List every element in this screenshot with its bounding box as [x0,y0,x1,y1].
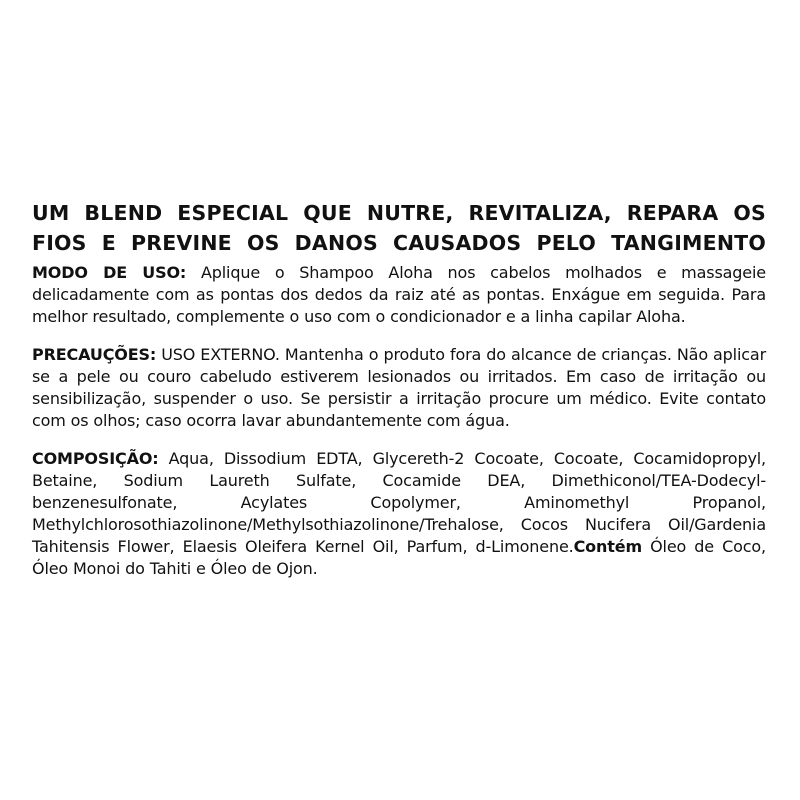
composition-paragraph [32,448,766,580]
headline [32,198,766,258]
usage-paragraph [32,262,766,328]
usage-text: Aplique o Shampoo Aloha nos cabelos molhados e massageie delicadamente com as pontas dos dedos da raiz até as pontas. Enxágue em seguida. Para melhor resultado, complemente o uso com o condicionador e a linha capilar Aloha. [32,263,766,326]
contains-label: Contém [573,537,642,556]
composition-text: Aqua, Dissodium EDTA, Glycereth-2 Cocoate, Cocoate, Cocamidopropyl, Betaine, Sodium Laureth Sulfate, Cocamide DEA, Dimethiconol/TEA-Dodecyl-benzenesulfonate, Acylates Copolymer, Aminomethyl Propanol, Methylchlorosothiazolinone/Methylsothiazolinone/Trehalose, Cocos Nucifera Oil/Gardenia Tahitensis Flower, Elaesis Oleifera Kernel Oil, Parfum, d-Limonene. [32,449,766,556]
contains-text: Óleo de Coco, Óleo Monoi do Tahiti e Óleo de Ojon. [32,537,766,578]
precautions-paragraph [32,344,766,432]
usage-label: MODO DE USO: [32,263,187,282]
label-text-block [32,198,766,596]
composition-label: COMPOSIÇÃO: [32,449,159,468]
precautions-label: PRECAUÇÕES: [32,345,157,364]
headline-line-1: UM BLEND ESPECIAL QUE NUTRE, REVITALIZA, REPARA OS [32,201,766,225]
precautions-text: USO EXTERNO. Mantenha o produto fora do alcance de crianças. Não aplicar se a pele ou couro cabeludo estiverem lesionados ou irritados. Em caso de irritação ou sensibilização, suspender o uso. Se persistir a irritação procure um médico. Evite contato com os olhos; caso ocorra lavar abundantemente com água. [32,345,766,430]
headline-line-2: FIOS E PREVINE OS DANOS CAUSADOS PELO TANGIMENTO [32,231,766,255]
